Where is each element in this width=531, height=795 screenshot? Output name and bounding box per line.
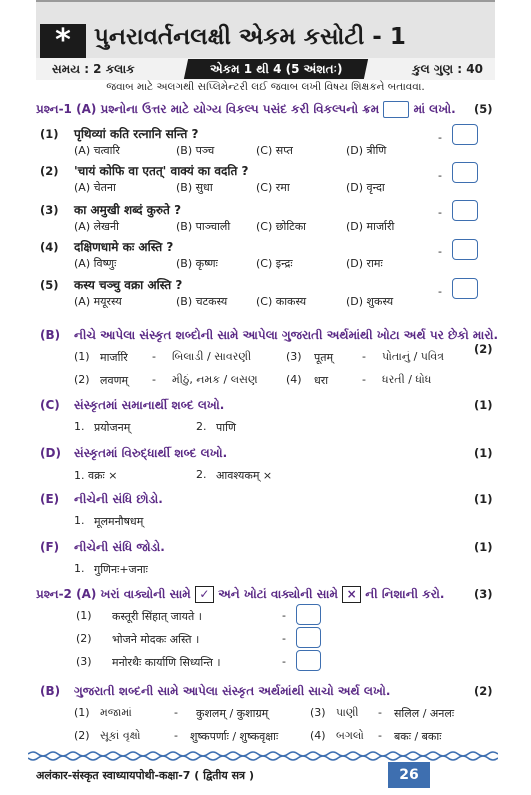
section-e-marks: (1) — [474, 492, 493, 506]
meaning-word: મજામાં — [100, 706, 132, 719]
page-title: પુનરાવર્તનલક્ષી એકમ કસોટી - 1 — [94, 24, 406, 50]
match-word: धरा — [314, 374, 329, 387]
option-d: (D) वृन्दा — [346, 181, 385, 194]
footer-wave-divider — [28, 750, 498, 762]
q2-heading-tail: ની નિશાની કરો. — [365, 587, 445, 601]
statement-no: (1) — [76, 609, 92, 622]
section-f-label: (F) — [40, 540, 60, 554]
q2-heading-mid: અને ખોટાં વાક્યોની સામે — [218, 587, 338, 601]
option-b: (B) पाञ्चाली — [176, 220, 231, 233]
item-no: 1. — [74, 562, 85, 575]
q1-item-no: (3) — [40, 203, 59, 217]
q1-item-question: दक्षिणधामे कः अस्ति ? — [74, 240, 174, 254]
option-b: (B) चटकस्य — [176, 295, 228, 308]
sandhi-word: मूलमनौषधम् — [94, 515, 144, 528]
match-word: लवणम् — [100, 374, 129, 387]
q2b-heading: ગુજરાતી શબ્દની સામે આપેલા સંસ્કૃત અર્થમાંથી સાચો અર્થ લખો. — [74, 684, 391, 698]
match-dash: - — [152, 373, 156, 386]
antonym-word: 1. वक्रः × — [74, 469, 118, 482]
item-no: 2. — [196, 420, 207, 433]
q2-marks: (3) — [474, 587, 493, 601]
option-d: (D) मार्जारी — [346, 220, 395, 233]
option-b: (B) सुधा — [176, 181, 213, 194]
option-a: (A) चत्वारि — [74, 144, 120, 157]
info-bar — [36, 58, 495, 80]
book-title: अलंकार-संस्कृत स्वाध्यायपोथी-कक्षा-7 ( द्वितीय सत्र ) — [36, 769, 254, 782]
q2b-label: (B) — [40, 684, 61, 698]
option-d: (D) रामः — [346, 257, 383, 270]
match-no: (3) — [286, 350, 302, 363]
q1-heading-tail: માં લખો. — [413, 102, 456, 116]
answer-box[interactable] — [452, 278, 478, 299]
tick-cross-box[interactable] — [296, 604, 321, 625]
meaning-no: (1) — [74, 706, 90, 719]
match-word: पूतम् — [314, 351, 334, 364]
option-c: (C) छोटिका — [256, 220, 307, 233]
section-c-label: (C) — [40, 398, 60, 412]
star-icon: * — [40, 24, 86, 58]
meaning-no: (2) — [74, 729, 90, 742]
q1-item-no: (1) — [40, 127, 59, 141]
match-no: (2) — [74, 373, 90, 386]
tick-cross-box[interactable] — [296, 650, 321, 671]
option-d: (D) शुकस्य — [346, 295, 394, 308]
q1-item-question: कस्य चञ्चु वक्रा अस्ति ? — [74, 278, 183, 292]
option-c: (C) इन्द्रः — [256, 257, 293, 270]
answer-dash: - — [438, 169, 442, 182]
instruction-note: જવાબ માટે અલગથી સપ્લિમેન્ટરી લઈ જવાબ લખી વિષય શિક્ષકને બતાવવા. — [106, 81, 425, 93]
cross-icon: × — [342, 586, 361, 603]
answer-box[interactable] — [452, 124, 478, 145]
section-c-heading: સંસ્કૃતમાં સમાનાર્થી શબ્દ લખો. — [74, 398, 225, 412]
antonym-word: आवश्यकम् × — [216, 469, 273, 482]
section-d-label: (D) — [40, 446, 61, 460]
section-d-heading: સંસ્કૃતમાં વિરુદ્ધાર્થી શબ્દ લખો. — [74, 446, 228, 460]
option-a: (A) लेखनी — [74, 220, 120, 233]
header-top-rule — [36, 0, 495, 2]
q1-item-question: 'चायं कोफि वा एतत्' वाक्यं का वदति ? — [74, 164, 249, 178]
match-meaning: ધરતી / ધોધ — [382, 373, 432, 386]
answer-dash: - — [438, 131, 442, 144]
option-b: (B) पञ्च — [176, 144, 215, 157]
answer-order-box — [383, 101, 409, 118]
match-meaning: બિલાડી / સાવરણી — [172, 350, 252, 363]
item-no: 2. — [196, 468, 207, 481]
statement-dash: - — [282, 655, 286, 668]
units-badge: એકમ 1 થી 4 (5 અંશતઃ) — [184, 59, 368, 79]
statement-no: (3) — [76, 655, 92, 668]
tick-cross-box[interactable] — [296, 627, 321, 648]
q1-item-no: (2) — [40, 164, 59, 178]
answer-box[interactable] — [452, 200, 478, 221]
total-marks: કુલ ગુણ : 40 — [412, 62, 483, 76]
meaning-options: शुष्कपर्णाः / शुष्कवृक्षाः — [190, 730, 279, 743]
statement-text: भोजने मोदकः अस्ति । — [112, 633, 200, 646]
option-c: (C) सप्त — [256, 144, 293, 157]
q1-item-no: (4) — [40, 240, 59, 254]
section-f-marks: (1) — [474, 540, 493, 554]
statement-text: कस्तूरी सिंहात् जायते । — [112, 610, 202, 623]
meaning-dash: - — [378, 729, 382, 742]
q1-item-question: पृथिव्यां कति रत्नानि सन्ति ? — [74, 127, 199, 141]
page-number: 26 — [388, 762, 430, 788]
statement-no: (2) — [76, 632, 92, 645]
meaning-no: (3) — [310, 706, 326, 719]
item-no: 1. — [74, 514, 85, 527]
option-a: (A) चेतना — [74, 181, 116, 194]
tick-icon: ✓ — [195, 586, 214, 603]
synonym-word: पाणि — [216, 421, 236, 434]
time-label: સમય : 2 કલાક — [52, 62, 135, 76]
q1-item-question: का अमुखी शब्दं कुरुते ? — [74, 203, 182, 217]
q1-heading — [36, 101, 456, 118]
q1-heading-text: પ્રશ્ન-1 (A) પ્રશ્નોના ઉત્તર માટે યોગ્ય વિકલ્પ પસંદ કરી વિકલ્પનો ક્રમ — [36, 102, 380, 116]
statement-dash: - — [282, 609, 286, 622]
match-meaning: પોતાનું / પવિત્ર — [382, 350, 445, 363]
answer-dash: - — [438, 245, 442, 258]
section-e-heading: નીચેની સંધિ છોડો. — [74, 492, 163, 506]
meaning-dash: - — [174, 729, 178, 742]
page-header — [36, 0, 495, 58]
q2-heading-text: પ્રશ્ન-2 (A) ખરાં વાક્યોની સામે — [36, 587, 191, 601]
q1-marks: (5) — [474, 102, 493, 116]
option-a: (A) मयूरस्य — [74, 295, 122, 308]
statement-dash: - — [282, 632, 286, 645]
section-b-label: (B) — [40, 328, 61, 342]
item-no: 1. — [74, 420, 85, 433]
match-no: (1) — [74, 350, 90, 363]
answer-dash: - — [438, 285, 442, 298]
answer-box[interactable] — [452, 162, 478, 183]
meaning-word: સૂકાં વૃક્ષો — [100, 729, 141, 742]
section-b-marks: (2) — [474, 342, 493, 356]
section-d-marks: (1) — [474, 446, 493, 460]
match-meaning: મીઠું, નમક / લસણ — [172, 373, 258, 386]
answer-dash: - — [438, 206, 442, 219]
meaning-dash: - — [378, 706, 382, 719]
q2b-marks: (2) — [474, 684, 493, 698]
section-e-label: (E) — [40, 492, 60, 506]
option-c: (C) रमा — [256, 181, 290, 194]
match-dash: - — [362, 373, 366, 386]
meaning-options: बकः / बकाः — [394, 730, 442, 743]
meaning-word: પાણી — [336, 706, 359, 719]
option-d: (D) त्रीणि — [346, 144, 387, 157]
meaning-options: सलिल / अनलः — [394, 707, 455, 720]
meaning-dash: - — [174, 706, 178, 719]
match-dash: - — [152, 350, 156, 363]
section-f-heading: નીચેની સંધિ જોડો. — [74, 540, 165, 554]
q2-heading — [36, 586, 444, 603]
section-b-heading: નીચે આપેલા સંસ્કૃત શબ્દોની સામે આપેલા ગુજરાતી અર્થમાંથી ખોટા અર્થ પર છેકો મારો. — [74, 328, 499, 342]
q1-item-no: (5) — [40, 278, 59, 292]
statement-text: मनोरथैः कार्याणि सिध्यन्ति । — [112, 656, 221, 669]
option-b: (B) कृष्णः — [176, 257, 218, 270]
match-no: (4) — [286, 373, 302, 386]
sandhi-word: गुणिनः+जनाः — [94, 563, 148, 576]
meaning-word: બગલો — [336, 729, 364, 742]
section-c-marks: (1) — [474, 398, 493, 412]
answer-box[interactable] — [452, 239, 478, 260]
synonym-word: प्रयोजनम् — [94, 421, 131, 434]
meaning-options: कुशलम् / कुशाग्रम् — [196, 707, 269, 720]
match-dash: - — [362, 350, 366, 363]
meaning-no: (4) — [310, 729, 326, 742]
option-a: (A) विष्णुः — [74, 257, 117, 270]
option-c: (C) काकस्य — [256, 295, 307, 308]
match-word: मार्जारि — [100, 351, 128, 364]
